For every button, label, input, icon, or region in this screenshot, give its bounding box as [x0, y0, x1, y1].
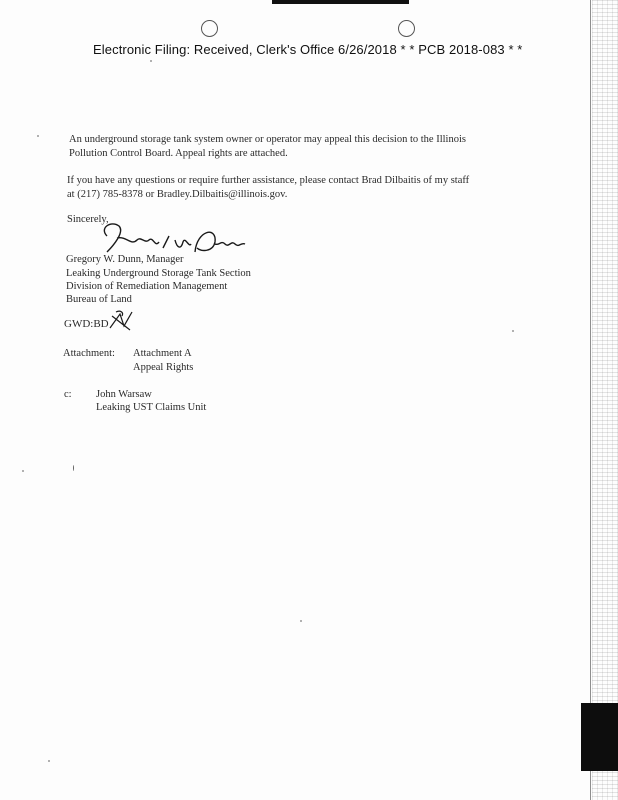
- attachment-item-2: Appeal Rights: [133, 362, 194, 373]
- signer-division: Division of Remediation Management: [66, 281, 228, 292]
- appeal-line-2: Pollution Control Board. Appeal rights are attached.: [69, 148, 288, 159]
- scan-speck: [48, 760, 50, 762]
- attachment-item-1: Attachment A: [133, 348, 192, 359]
- signer-section: Leaking Underground Storage Tank Section: [66, 268, 251, 279]
- attachment-label: Attachment:: [63, 348, 115, 359]
- initials-scribble: [106, 308, 136, 334]
- scan-black-block: [581, 703, 618, 771]
- cc-name: John Warsaw: [96, 389, 152, 400]
- scan-speck: [512, 330, 514, 332]
- scan-speck: [150, 60, 152, 62]
- scan-right-edge: [576, 0, 618, 800]
- cc-unit: Leaking UST Claims Unit: [96, 402, 207, 413]
- contact-line-2: at (217) 785-8378 or Bradley.Dilbaitis@illinois.gov.: [67, 189, 288, 200]
- scan-speck: [300, 620, 302, 622]
- scan-speck: [73, 465, 74, 471]
- signer-name: Gregory W. Dunn, Manager: [66, 254, 184, 265]
- filing-stamp: Electronic Filing: Received, Clerk's Office 6/26/2018 * * PCB 2018-083 * *: [93, 42, 523, 57]
- scan-speck: [22, 470, 24, 472]
- reference-initials: GWD:BD: [64, 318, 109, 330]
- scan-top-bar: [272, 0, 409, 4]
- appeal-line-1: An underground storage tank system owner or operator may appeal this decision to the Illinois: [69, 134, 466, 145]
- salutation: Sincerely,: [67, 214, 109, 225]
- punch-hole-right: [398, 20, 415, 37]
- cc-label: c:: [64, 389, 72, 400]
- scan-speck: [37, 135, 39, 137]
- punch-hole-left: [201, 20, 218, 37]
- signer-bureau: Bureau of Land: [66, 294, 132, 305]
- contact-line-1: If you have any questions or require further assistance, please contact Brad Dilbaitis of my staff: [67, 175, 470, 186]
